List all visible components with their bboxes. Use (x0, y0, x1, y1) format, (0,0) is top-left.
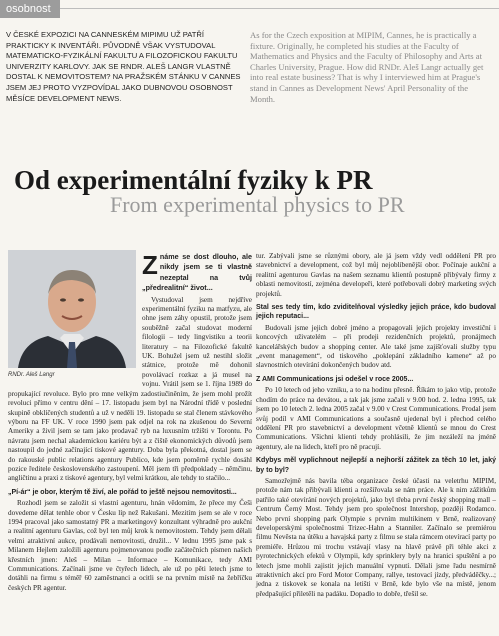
section-label: osobnost (0, 0, 60, 18)
drop-cap: Z (142, 250, 158, 280)
interview-question: Z AMI Communications jsi odešel v roce 2005... (256, 375, 414, 383)
headline-english: From experimental physics to PR (110, 192, 405, 217)
portrait-illustration (8, 250, 136, 368)
lead-question: náme se dost dlouho, ale nikdy jsem se ti vlastně nezeptal na tvůj „předrealitní“ život... (142, 252, 252, 293)
interview-question: Kdybys měl vyplichnout nejlepší a nejhorší zážitek za těch 10 let, jaký by to byl? (256, 457, 496, 474)
portrait-photo (8, 250, 136, 368)
top-rule (60, 8, 499, 9)
intro-english: As for the Czech exposition at MIPIM, Cannes, he is practically a fixture. Originally, he completed his studies at the Faculty of Mathematics and Physics and the Faculty of Philosophy and Arts at Charles University, Prague. How did RNDr. Aleš Langr actually get into real estate business? That is why I interviewed him at Prague's stand in Cannes as Development News' April Personality of the Month. (250, 30, 484, 104)
interview-question: Stal ses tedy tím, kdo zviditelňoval výsledky jejich práce, kdo budoval jejich reputaci... (256, 304, 496, 321)
photo-caption: RNDr. Aleš Langr (8, 372, 55, 378)
article-column-2 (256, 252, 496, 601)
intro-czech: V ČESKÉ EXPOZICI NA CANNESKÉM MIPIMU UŽ PATŘÍ PRAKTICKY K INVENTÁŘI. PŮVODNĚ VŠAK VYSTUDOVAL MATEMATICKO-FYZIKÁLNÍ FAKULTU A FILOZOFICKOU FAKULTU UNIVERZITY KARLOVY. JAK SE RNDR. ALEŠ LANGR VLASTNĚ DOSTAL K NEMOVITOSTEM? NA PRAŽSKÉM STÁNKU V CANNES JSEM JEJ PROTO VYZPOVÍDAL JAKO DUBNOVOU OSOBNOST MĚSÍCE DEVELOPMENT NEWS. (6, 30, 241, 103)
paragraph: Rozhodl jsem se založit si vlastní agenturu, hnán vědomím, že přece my Češi dovedeme dělat tenhle obor v Česku líp než Rakušani. Mezitím jsem se ale v roce 1994 pracoval jako samostatný PR a marketingový konzultant výhradně pro aukční a realitní agenturu Gavlas, což byl ten můj krok k nemovitostem. Tehdy jsem dělali velmi atraktivní aukce, prodávali nemovitosti, družil... V lednu 1995 jsme pak s Milanem Hejlem založili agenturu pojmenovanou podle začátečních písmen našich křestních jmen: Aleš – Milan – Informace – Komunikace, tedy AMI Communications. Začínali jsme ve čtyřech lidech, ale už po pěti letech jsme to dotáhli na firmu s téměř 60 zaměstnanci a ocitli se na prvním místě na žebříčku českých PR agentur. (8, 499, 252, 592)
paragraph: Budovali jsme jejich dobré jméno a propagovali jejich projekty investiční i koncových uživatelém – při prodeji rezidenčních projektů, pronájmech kancelářských budov a shopping center. Ale také jsme zajišťovali služby typu „event management“, od tiskového „poklepání základního kamene“ až po slavnostních otevírání dokončených budov atd. (256, 323, 496, 370)
paragraph: tur. Zabývali jsme se různými obory, ale já jsem vždy vedl oddělení PR pro stavebnictví a development, což byl můj nejoblíbenější obor. Počínaje aukční a realitní agenturou Gavlas na našem seznamu klientů postupně přibývaly firmy z oblasti nemovitostí, zejména developeři, které potřebovali dobrý marketing svých projektů. (256, 252, 496, 298)
paragraph: Po 10 letech od jeho vzniku, a to na hodinu přesně. Říkám to jako vtip, protože chodím do práce na devátou, a tak jak jsme začali v 9.00 hod. 2. ledna 1995, tak jsem po 10 letech 2. ledna 2005 začal v 9.00 v Crest Communications. Prodal jsem svůj podíl v AMI Communications a současně ujedenal byl i přechod celého oddělení PR pro stavebnictví a development včetně klientů se mnou do Crest Communications. Všichni klienti tehdy prohlásili, že jim nezáleží na jméně agentury, ale na lidech, kteří pro ně pracují. (256, 386, 496, 451)
headline-czech: Od experimentální fyziky k PR (14, 165, 373, 195)
paragraph: Vystudoval jsem nejdříve experimentální fyziku na matfyzu, ale ohne jsem záhy opustil, protože jsem souběžně začal studovat moderní filologii – tedy lingvistiku a teorii literatury – na Filozofické fakultě UK. Bohužel jsem už nestihl složit státnice, protože mě dohonil povolávací rozkaz a já musel na vojnu. Vrátil jsem se 1. října 1989 do propukající revoluce. Bylo pro mne velkým zadostiučiněním, že jsem mohl prožít revoluci přímo v centru dění – 17. listopadu jsem byl na Národní třídě v poslední skupině obklíčených studentů a už v neděli 19. listopadu se stal členem stávkového výboru na FF UK. V roce 1990 jsem pak odjel na rok na zkušenou do Severní Ameriky a živil jsem se tam jako prodavač ryb na luxusním tržišti v Torontu. Po návratu jsem nechal akademickou kariéru být a z čiště ekonomických důvodů jsem nastoupil do jedné začínající tiskové agentury. Doba byla překotná, dostal jsem se do rakouské public relations agentury Publico, kde jsem poměrně rychle dosáhl pozice ředitele československého zastoupení. Měl jsem tři předpoklady – němčinu, angličtinu a praxi z tiskové agentury, byl velmi krátkou, ale tehdy to stačilo... (8, 295, 252, 483)
paragraph: Samozřejmě nás bavila téba organizace české účasti na veletrhu MIPIM, protože nám tak přibývali klienti a rozšiřovala se nám práce. Ale k nim zážitkům patřilo také otevírání nových projektů, jako byl třeba první český shopping mall – Centrum Černý Most. Tehdy jsem pro společnost Intershop, později Rodamco. Nebo první shopping park Olympie s prvním multikinem v Brně, realizovaný developerskými společnostmi Trizec-Hahn a Stanniler. Začínalo se premiérou filmu Nevěsta na útěku a havajská party z filmu se stala rámcem otevírací party po premiéře. Hrůzou mi trochu vstávají vlasy na hlavě právě při téhle akci z pyrotechnických efektů v Olympii, kdy sprinklery byly na hranici spuštění a po letech jsme mohli zajistit jejich manuální vypnutí. Dělali jsme řadu nesmírně atraktivních akcí pro Ford Motor Company, rallye, testovací jízdy, předváděčky...; jedna z tiskovek se konala na letišti v Brně, kde bylo vše na místě, jenom předpašující přiletěli na padáku. Dopadlo to dobře, třešil se. (256, 476, 496, 598)
interview-question: „Pí-ár“ je obor, kterým tě živí, ale pořád to ještě nejsou nemovitosti... (8, 488, 237, 496)
